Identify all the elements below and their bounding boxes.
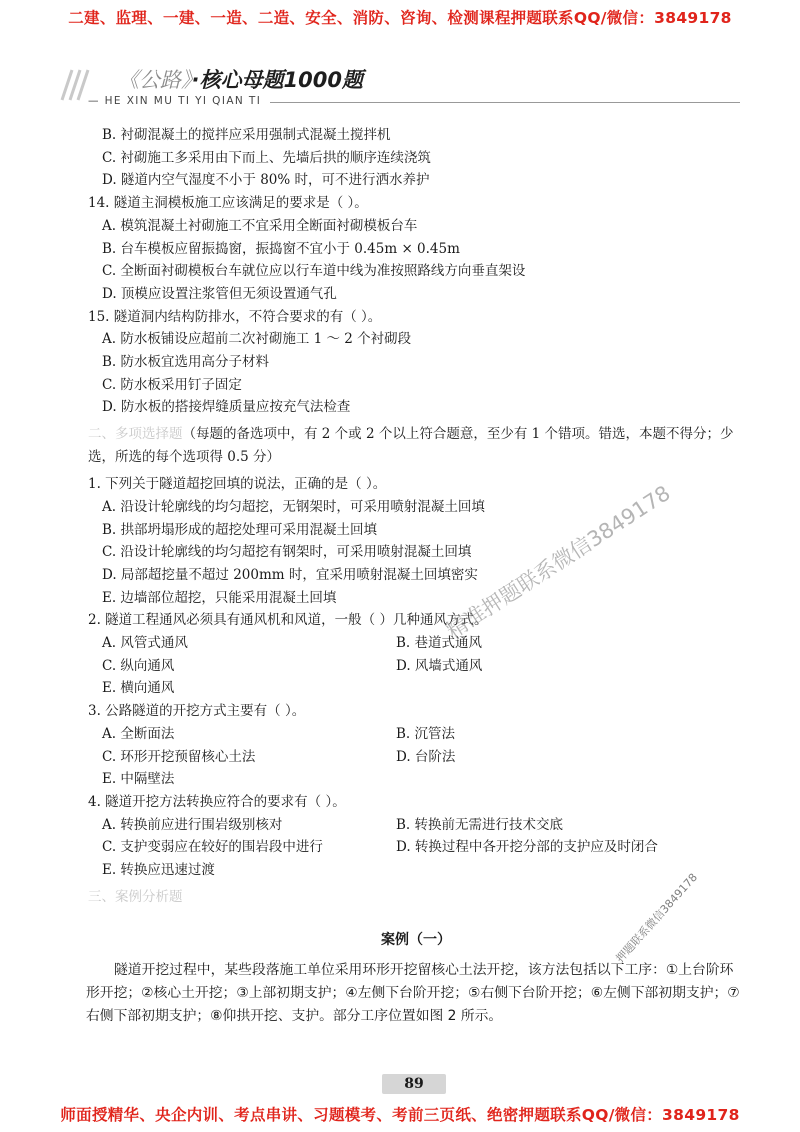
mq1-stem: 1. 下列关于隧道超挖回填的说法，正确的是（ ）。	[88, 476, 387, 493]
mq4-option-b: B. 转换前无需进行技术交底	[396, 816, 564, 833]
q15-stem: 15. 隧道洞内结构防排水，不符合要求的有（ ）。	[88, 308, 382, 325]
mq4-options-row	[88, 836, 744, 859]
top-contact-banner: 二建、监理、一建、一造、二造、安全、消防、咨询、检测课程押题联系QQ/微信：3849178	[68, 9, 732, 27]
mq2-stem: 2. 隧道工程通风必须具有通风机和风道，一般（ ）几种通风方式。	[88, 612, 488, 629]
mq2-option-b: B. 巷道式通风	[396, 635, 483, 652]
mq1-option-e: E. 边墙部位超挖，只能采用混凝土回填	[102, 589, 337, 606]
q15-option-a: A. 防水板铺设应超前二次衬砌施工 1 ～ 2 个衬砌段	[102, 331, 412, 348]
page-content	[88, 124, 744, 1028]
mq2-option-c: C. 纵向通风	[102, 657, 175, 674]
q14-option-c: C. 全断面衬砌模板台车就位应以行车道中线为准按照路线方向垂直架设	[102, 263, 526, 280]
q14-option-a: A. 模筑混凝土衬砌施工不宜采用全断面衬砌模板台车	[102, 217, 418, 234]
mq3-stem: 3. 公路隧道的开挖方式主要有（ ）。	[88, 703, 306, 720]
mq4-option-d: D. 转换过程中各开挖分部的支护应及时闭合	[396, 839, 658, 856]
q15-option-b: B. 防水板宜选用高分子材料	[102, 354, 270, 371]
q15-option-d: D. 防水板的搭接焊缝质量应按充气法检查	[102, 399, 351, 416]
mq2-options-row	[88, 632, 744, 655]
section3-title: 三、案例分析题	[88, 888, 183, 905]
mq4-options-row	[88, 814, 744, 837]
mq2-options-row	[88, 655, 744, 678]
mq3-option-e: E. 中隔壁法	[102, 771, 175, 788]
mq3-option-d: D. 台阶法	[396, 748, 456, 765]
mq1-option-c: C. 沿设计轮廓线的均匀超挖有钢架时，可采用喷射混凝土回填	[102, 544, 472, 561]
page-number: 89	[404, 1076, 424, 1092]
watermark-small: 押题联系微信3849178	[613, 870, 701, 966]
mq2-option-a: A. 风管式通风	[102, 635, 188, 652]
q15-option-c: C. 防水板采用钉子固定	[102, 376, 242, 393]
book-header-title	[118, 64, 363, 94]
q14-stem: 14. 隧道主洞模板施工应该满足的要求是（ ）。	[88, 195, 368, 212]
mq1-option-a: A. 沿设计轮廓线的均匀超挖，无钢架时，可采用喷射混凝土回填	[102, 498, 485, 515]
q13-option-c: C. 衬砌施工多采用由下而上、先墙后拱的顺序连续浇筑	[102, 149, 431, 166]
mq2-option-e: E. 横向通风	[102, 680, 175, 697]
bottom-contact-banner: 师面授精华、央企内训、考点串讲、习题模考、考前三页纸、绝密押题联系QQ/微信：3849178	[60, 1106, 740, 1124]
header-pinyin-subtitle: — HE XIN MU TI YI QIAN TI	[88, 95, 262, 107]
mq4-option-c: C. 支护变弱应在较好的围岩段中进行	[102, 839, 323, 856]
q14-option-d: D. 顶模应设置注浆管但无须设置通气孔	[102, 285, 337, 302]
header-divider	[270, 102, 740, 103]
section2-heading	[88, 419, 744, 473]
watermark-large: 精准押题联系微信3849178	[442, 480, 675, 644]
q13-option-b: B. 衬砌混凝土的搅拌应采用强制式混凝土搅拌机	[102, 127, 391, 143]
mq3-option-a: A. 全断面法	[102, 725, 175, 742]
case-body: 隧道开挖过程中，某些段落施工单位采用环形开挖留核心土法开挖，该方法包括以下工序：①上台阶环形开挖；②核心土开挖；③上部初期支护；④左侧下台阶开挖；⑤右侧下台阶开挖；⑥左侧下部初期支护；⑦右侧下部初期支护；⑧仰拱开挖、支护。部分工序位置如图 2 所示。	[86, 962, 740, 1025]
header-book-name: 《公路》	[118, 68, 192, 92]
mq3-options-row	[88, 746, 744, 769]
q14-option-b: B. 台车模板应留振捣窗，振捣窗不宜小于 0.45m × 0.45m	[102, 240, 460, 257]
mq4-stem: 4. 隧道开挖方法转换应符合的要求有（ ）。	[88, 793, 346, 810]
mq1-option-d: D. 局部超挖量不超过 200mm 时，宜采用喷射混凝土回填密实	[102, 566, 478, 583]
section2-note: （每题的备选项中，有 2 个或 2 个以上符合题意，至少有 1 个错项。错选，本题不得分；少选，所选的每个选项得 0.5 分）	[88, 426, 734, 466]
mq1-option-b: B. 拱部坍塌形成的超挖处理可采用混凝土回填	[102, 521, 378, 538]
mq3-options-row	[88, 723, 744, 746]
mq3-option-c: C. 环形开挖预留核心土法	[102, 748, 256, 765]
q13-option-d: D. 隧道内空气湿度不小于 80% 时，可不进行洒水养护	[102, 172, 430, 189]
mq4-option-a: A. 转换前应进行围岩级别核对	[102, 816, 283, 833]
header-main-title: ·核心母题1000题	[191, 68, 363, 92]
mq3-option-b: B. 沉管法	[396, 725, 456, 742]
case-title: 案例（一）	[381, 931, 451, 948]
mq4-option-e: E. 转换应迅速过渡	[102, 862, 215, 879]
section2-title: 二、多项选择题	[88, 426, 183, 443]
mq2-option-d: D. 风墙式通风	[396, 657, 483, 674]
